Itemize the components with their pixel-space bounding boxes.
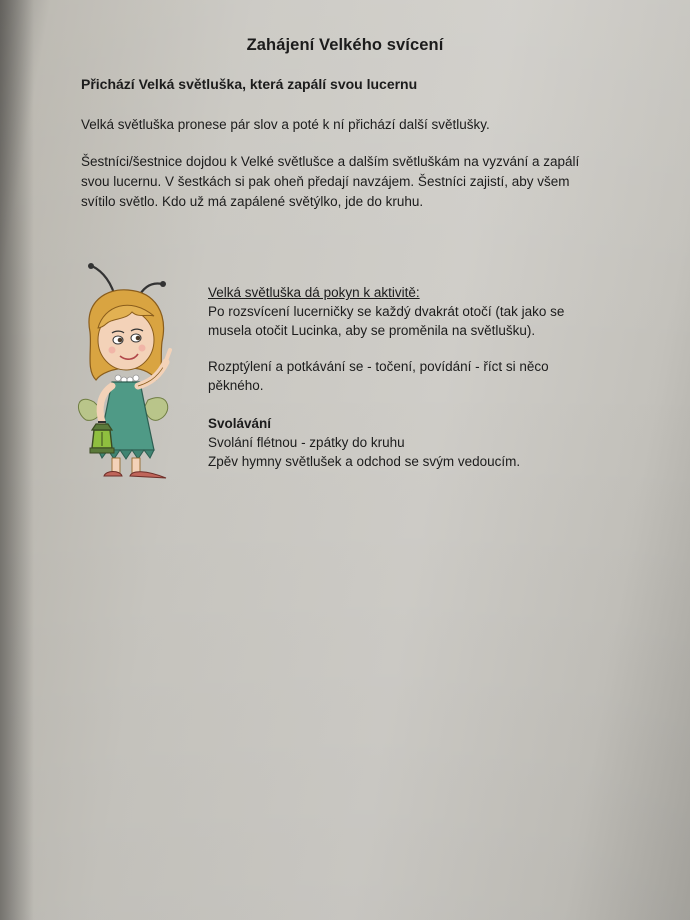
document-title: Zahájení Velkého svícení [246, 36, 444, 54]
mingling-line: Rozptýlení a potkávání se - točení, povídání - říct si něco [208, 359, 549, 374]
gathering-heading: Svolávání [208, 416, 272, 431]
paragraph-line: svítilo světlo. Kdo už má zapálené světýlko, jde do kruhu. [81, 194, 424, 209]
gathering-line: Svolání flétnou - zpátky do kruhu [208, 435, 405, 450]
gathering-line: Zpěv hymny světlušek a odchod se svým vedoucím. [208, 454, 521, 469]
paragraph-line: Šestníci/šestnice dojdou k Velké světlušce a dalším světluškám na vyzvání a zapálí [81, 154, 580, 169]
mingling-section [208, 357, 648, 395]
activity-line: Po rozsvícení lucerničky se každý dvakrát otočí (tak jako se [208, 304, 565, 319]
paragraph-intro: Velká světluška pronese pár slov a poté k ní přichází další světlušky. [81, 117, 490, 132]
mingling-line: pěkného. [208, 378, 264, 393]
gathering-section [208, 414, 648, 471]
activity-heading: Velká světluška dá pokyn k aktivitě: [208, 285, 420, 300]
paragraph-lighting [81, 152, 641, 212]
firefly-girl-with-lantern-illustration [76, 262, 186, 484]
activity-section [208, 283, 648, 340]
paragraph-line: svou lucernu. V šestkách si pak oheň předají navzájem. Šestníci zajistí, aby všem [81, 174, 570, 189]
document-subtitle: Přichází Velká světluška, která zapálí svou lucernu [81, 76, 418, 92]
page-edge-shadow [0, 0, 34, 920]
activity-line: musela otočit Lucinka, aby se proměnila na světlušku). [208, 323, 536, 338]
